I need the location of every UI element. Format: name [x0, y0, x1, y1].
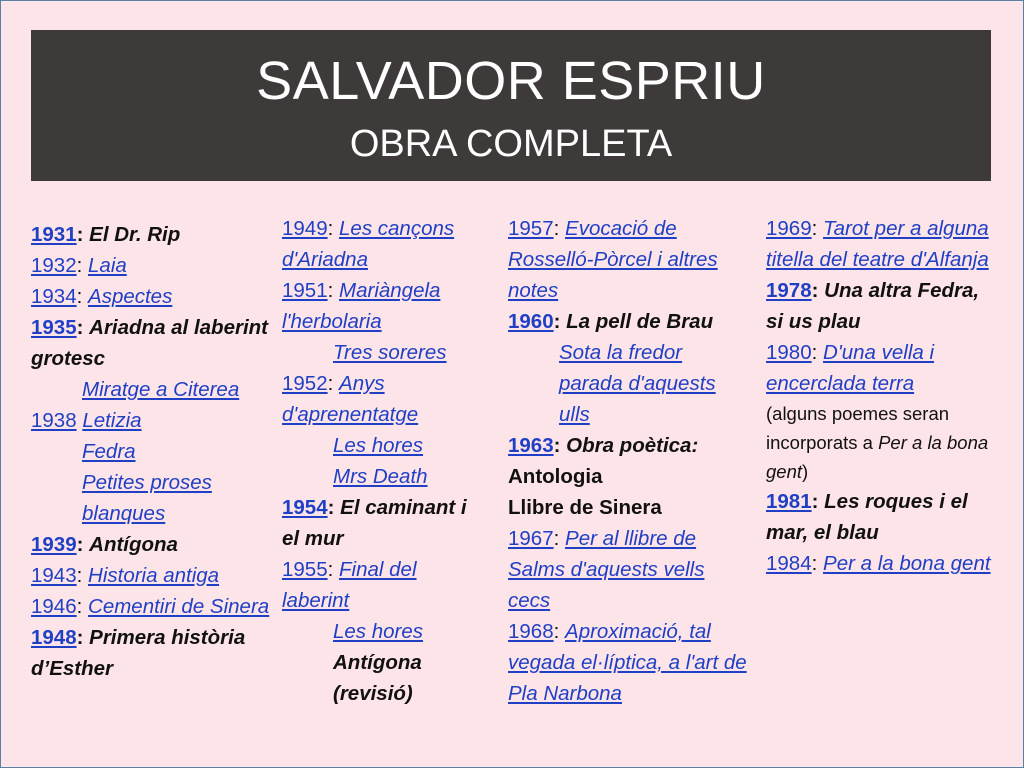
entry-1981: 1981: Les roques i el mar, el blau [766, 490, 968, 544]
entry-miratge [31, 374, 271, 405]
year-link-1984[interactable]: 1984 [766, 552, 812, 575]
work-link-aproximacio[interactable]: Aproximació, tal vegada el·líptica, a l'art de Pla Narbona [508, 620, 747, 705]
year-link-1932[interactable]: 1932 [31, 254, 77, 277]
year-link-1934[interactable]: 1934 [31, 285, 77, 308]
year-link-1978[interactable]: 1978 [766, 279, 812, 302]
entry-1984: 1984: Per a la bona gent [766, 552, 991, 575]
entry-1980: 1980: D'una vella i encerclada terra [766, 341, 935, 395]
work-link-tres-soreres[interactable]: Tres soreres [333, 341, 447, 364]
work-link-bona-gent[interactable]: Per a la bona gent [823, 552, 991, 575]
entry-1946: 1946: Cementiri de Sinera [31, 595, 270, 618]
year-link-1951[interactable]: 1951 [282, 279, 328, 302]
column-3 [508, 213, 748, 709]
entry-1938 [31, 405, 271, 436]
work-link-salms[interactable]: Per al llibre de Salms d'aquests vells cecs [508, 527, 705, 612]
entry-1969: 1969: Tarot per a alguna titella del teatre d'Alfanja [766, 217, 989, 271]
column-4 [766, 213, 991, 579]
work-link-historia-antiga[interactable]: Historia antiga [88, 564, 220, 587]
work-link-fedra[interactable]: Fedra [82, 440, 136, 463]
year-link-1957[interactable]: 1957 [508, 217, 554, 240]
work-link-evocacio[interactable]: Evocació de Rosselló-Pòrcel i altres notes [508, 217, 718, 302]
work-title: Ariadna al laberint grotesc [31, 316, 268, 370]
work-title: Una altra Fedra, si us plau [766, 279, 980, 333]
year-link-1949[interactable]: 1949 [282, 217, 328, 240]
entry-1978: 1978: Una altra Fedra, si us plau [766, 279, 980, 333]
year-link-1955[interactable]: 1955 [282, 558, 328, 581]
work-link-anys[interactable]: Anys d'aprenentatge [282, 372, 419, 426]
entry-1955: 1955: Final del laberint [282, 558, 417, 612]
year-link-1939[interactable]: 1939 [31, 533, 77, 556]
work-link-mrs-death[interactable]: Mrs Death [333, 465, 428, 488]
year-link-1969[interactable]: 1969 [766, 217, 812, 240]
year-link-1952[interactable]: 1952 [282, 372, 328, 395]
entry-1968: 1968: Aproximació, tal vegada el·líptica, a l'art de Pla Narbona [508, 620, 747, 705]
work-title: Antígona [89, 533, 178, 556]
entry-1943: 1943: Historia antiga [31, 564, 220, 587]
entry-1957: 1957: Evocació de Rosselló-Pòrcel i altres notes [508, 217, 718, 302]
entry-1951: 1951: Mariàngela l'herbolaria [282, 279, 441, 333]
entry-sota-la-fredor [508, 337, 748, 430]
entry-1932: 1932: Laia [31, 254, 127, 277]
year-link-1980[interactable]: 1980 [766, 341, 812, 364]
work-link-tarot[interactable]: Tarot per a alguna titella del teatre d'Alfanja [766, 217, 989, 271]
work-link-final-laberint[interactable]: Final del laberint [282, 558, 417, 612]
work-title: La pell de Brau [566, 310, 714, 333]
work-title: Les roques i el mar, el blau [766, 490, 968, 544]
work-link-cancons[interactable]: Les cançons d'Ariadna [282, 217, 455, 271]
year-link-1931[interactable]: 1931 [31, 223, 77, 246]
work-link-letizia[interactable]: Letizia [82, 409, 142, 432]
entry-1948: 1948: Primera història d’Esther [31, 626, 246, 680]
year-link-1938[interactable]: 1938 [31, 409, 77, 432]
year-link-1946[interactable]: 1946 [31, 595, 77, 618]
entry-1931: 1931: El Dr. Rip [31, 223, 181, 246]
year-link-1968[interactable]: 1968 [508, 620, 554, 643]
entry-1954: 1954: El caminant i el mur [282, 496, 467, 550]
entry-1967: 1967: Per al llibre de Salms d'aquests vells cecs [508, 527, 705, 612]
work-link-les-hores[interactable]: Les hores [333, 434, 424, 457]
entry-tres-soreres [282, 337, 487, 368]
work-link-vella-terra[interactable]: D'una vella i encerclada terra [766, 341, 935, 395]
year-link-1967[interactable]: 1967 [508, 527, 554, 550]
work-link-les-hores-2[interactable]: Les hores [333, 620, 424, 643]
column-2 [282, 213, 487, 709]
year-link-1935[interactable]: 1935 [31, 316, 77, 339]
entry-1949: 1949: Les cançons d'Ariadna [282, 217, 455, 271]
work-title: Obra poètica: [566, 434, 699, 457]
work-link-petites-proses[interactable]: Petites proses blanques [82, 471, 212, 525]
year-link-1954[interactable]: 1954 [282, 496, 328, 519]
entry-llibre-sinera: Llibre de Sinera [508, 496, 662, 519]
entry-petites [31, 467, 271, 529]
entry-1934: 1934: Aspectes [31, 285, 173, 308]
year-link-1948[interactable]: 1948 [31, 626, 77, 649]
entry-mrs-death [282, 461, 487, 492]
work-link-laia[interactable]: Laia [88, 254, 127, 277]
work-link-miratge[interactable]: Miratge a Citerea [82, 378, 240, 401]
work-title: Primera història d’Esther [31, 626, 246, 680]
entry-note: (alguns poemes seran incorporats a Per a la bona gent) [766, 403, 989, 482]
work-link-sota-la-fredor[interactable]: Sota la fredor parada d'aquests ulls [559, 341, 716, 426]
entry-les-hores [282, 430, 487, 461]
entry-antologia: Antologia [508, 465, 603, 488]
year-link-1981[interactable]: 1981 [766, 490, 812, 513]
entry-fedra [31, 436, 271, 467]
entry-antigona-revisio: Antígona (revisió) [333, 651, 422, 705]
year-link-1960[interactable]: 1960 [508, 310, 554, 333]
column-1 [31, 219, 271, 684]
entry-1935: 1935: Ariadna al laberint grotesc [31, 316, 268, 370]
year-link-1963[interactable]: 1963 [508, 434, 554, 457]
work-link-aspectes[interactable]: Aspectes [88, 285, 173, 308]
entry-1939: 1939: Antígona [31, 533, 178, 556]
work-link-mariangela[interactable]: Mariàngela l'herbolaria [282, 279, 441, 333]
work-title: El Dr. Rip [89, 223, 181, 246]
entry-les-hores-2 [282, 616, 487, 647]
work-link-cementiri[interactable]: Cementiri de Sinera [88, 595, 270, 618]
page-title: SALVADOR ESPRIU [256, 51, 766, 111]
entry-1960: 1960: La pell de Brau [508, 310, 714, 333]
work-title: El caminant i el mur [282, 496, 467, 550]
year-link-1943[interactable]: 1943 [31, 564, 77, 587]
entry-1963: 1963: Obra poètica: [508, 434, 699, 457]
entry-1952: 1952: Anys d'aprenentatge [282, 372, 419, 426]
page-subtitle: OBRA COMPLETA [349, 123, 673, 165]
title-bar [31, 30, 991, 181]
